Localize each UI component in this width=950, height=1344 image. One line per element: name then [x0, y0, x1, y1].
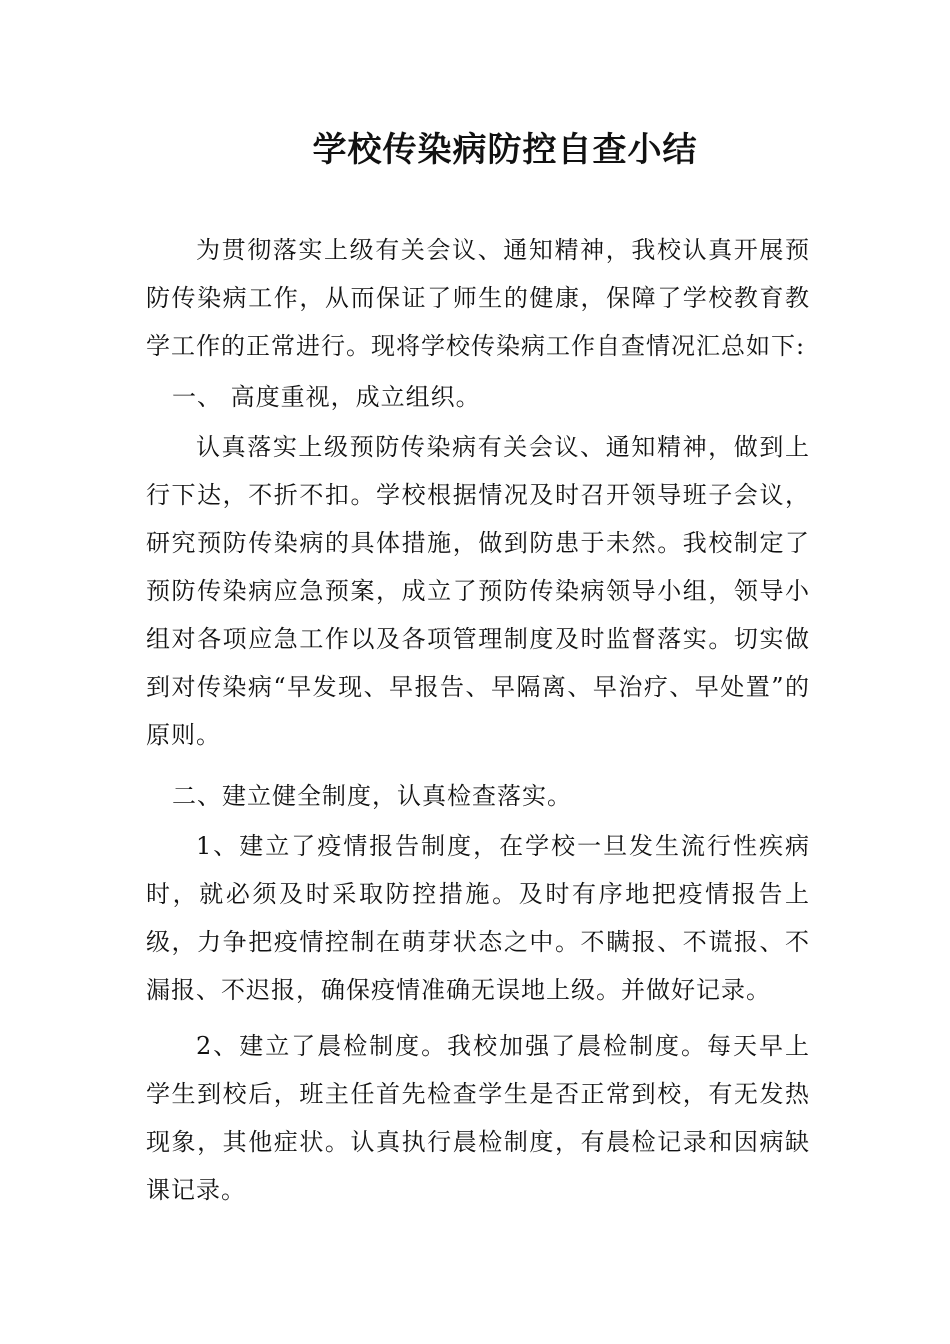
section-heading-2: 二、建立健全制度，认真检查落实。	[172, 782, 572, 810]
section-2-item-1: 1、建立了疫情报告制度，在学校一旦发生流行性疾病时，就必须及时采取防控措施。及时有序地把疫情报告上级，力争把疫情控制在萌芽状态之中。不瞒报、不谎报、不漏报、不迟报，确保疫情准确无误地上级。并做好记录。	[146, 832, 810, 1004]
section-2-item-2: 2、建立了晨检制度。我校加强了晨检制度。每天早上学生到校后，班主任首先检查学生是否正常到校，有无发热现象，其他症状。认真执行晨检制度，有晨检记录和因病缺课记录。	[146, 1032, 810, 1204]
document-title: 学校传染病防控自查小结	[312, 130, 698, 170]
intro-paragraph: 为贯彻落实上级有关会议、通知精神，我校认真开展预防传染病工作，从而保证了师生的健康，保障了学校教育教学工作的正常进行。现将学校传染病工作自查情况汇总如下:	[146, 236, 810, 360]
section-heading-1: 一、 高度重视，成立组织。	[172, 383, 481, 411]
section-1-paragraph: 认真落实上级预防传染病有关会议、通知精神，做到上行下达，不折不扣。学校根据情况及时召开领导班子会议，研究预防传染病的具体措施，做到防患于未然。我校制定了预防传染病应急预案，成立了预防传染病领导小组，领导小组对各项应急工作以及各项管理制度及时监督落实。切实做到对传染病“早发现、早报告、早隔离、早治疗、早处置”的原则。	[146, 433, 810, 749]
